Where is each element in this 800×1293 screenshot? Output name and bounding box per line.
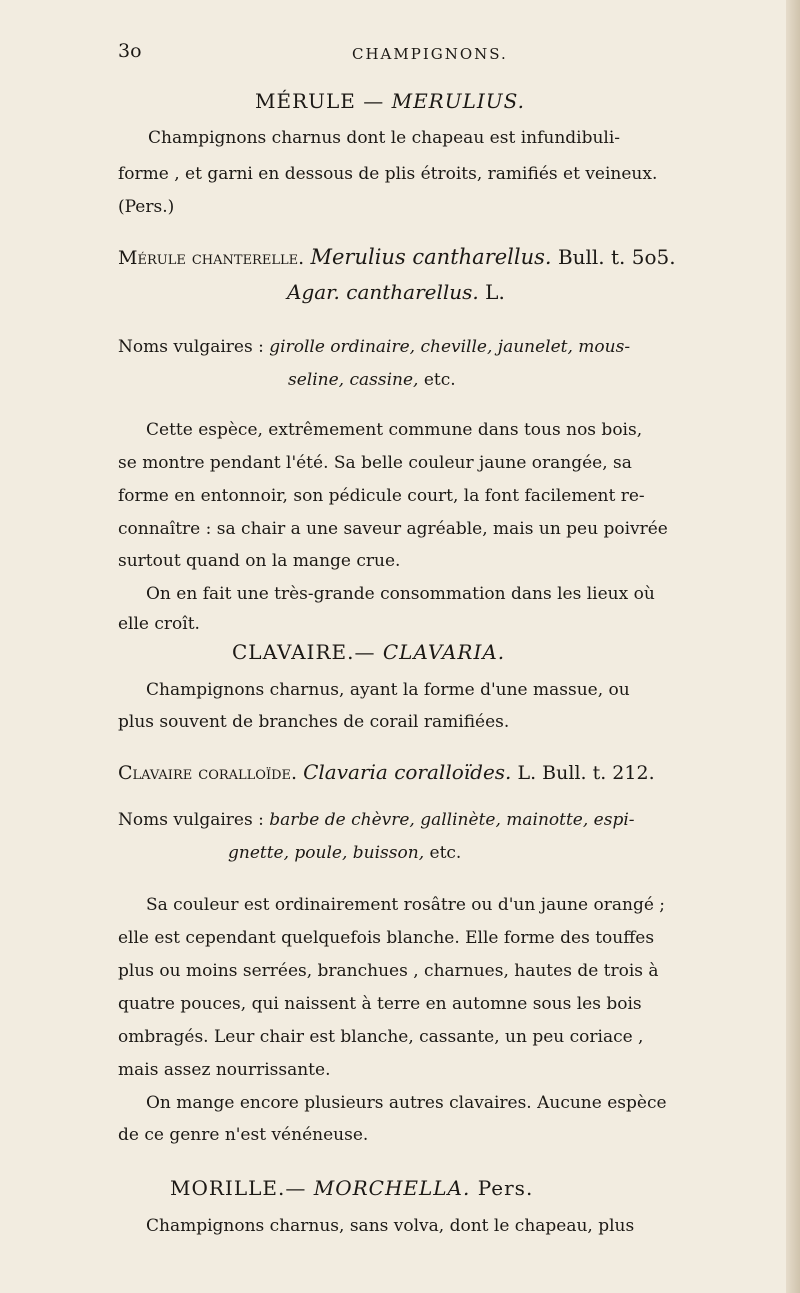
merule-body-line: On en fait une très-grande consommation dans les lieux où (146, 584, 655, 604)
clavaire-body-line: ombragés. Leur chair est blanche, cassante, un peu coriace , (118, 1027, 644, 1047)
clavaire-body-line: de ce genre n'est vénéneuse. (118, 1125, 369, 1145)
merule-body-line: connaître : sa chair a une saveur agréable, mais un peu poivrée (118, 519, 668, 539)
merule-body-line: elle croît. (118, 614, 200, 634)
merule-desc-line: (Pers.) (118, 197, 175, 217)
clavaire-vulgar-line: gnette, poule, buisson, etc. (228, 843, 462, 863)
morille-heading: MORILLE.— MORCHELLA. Pers. (170, 1176, 534, 1200)
merule-vulgar-line: seline, cassine, etc. (288, 370, 456, 390)
merule-body-line: forme en entonnoir, son pédicule court, la font facilement re- (118, 486, 645, 506)
clavaire-desc-line: Champignons charnus, ayant la forme d'une massue, ou (146, 680, 630, 700)
page-number: 3o (118, 40, 142, 62)
merule-body-line: Cette espèce, extrêmement commune dans tous nos bois, (146, 420, 643, 440)
merule-body-line: se montre pendant l'été. Sa belle couleur jaune orangée, sa (118, 453, 632, 473)
clavaire-body-line: quatre pouces, qui naissent à terre en automne sous les bois (118, 994, 642, 1014)
clavaire-body-line: mais assez nourrissante. (118, 1060, 331, 1080)
merule-synonym-line: Agar. cantharellus. L. (287, 280, 505, 304)
morille-desc-line: Champignons charnus, sans volva, dont le chapeau, plus (146, 1216, 635, 1236)
merule-heading: MÉRULE — MERULIUS. (255, 89, 525, 113)
clavaire-body-line: elle est cependant quelquefois blanche. Elle forme des touffes (118, 928, 655, 948)
running-head: CHAMPIGNONS. (352, 45, 508, 63)
clavaire-vulgar-line: Noms vulgaires : barbe de chèvre, gallinète, mainotte, espi- (118, 810, 635, 830)
clavaire-body-line: plus ou moins serrées, branchues , charnues, hautes de trois à (118, 961, 659, 981)
clavaire-desc-line: plus souvent de branches de corail ramifiées. (118, 712, 510, 732)
merule-vulgar-line: Noms vulgaires : girolle ordinaire, cheville, jaunelet, mous- (118, 337, 631, 357)
merule-desc-line: Champignons charnus dont le chapeau est infundibuli- (148, 128, 621, 148)
merule-species-line: Mérule chanterelle. Merulius cantharellus. Bull. t. 5o5. (118, 245, 676, 269)
clavaire-body-line: On mange encore plusieurs autres clavaires. Aucune espèce (146, 1093, 667, 1113)
clavaire-heading: CLAVAIRE.— CLAVARIA. (232, 640, 506, 664)
merule-body-line: surtout quand on la mange crue. (118, 551, 401, 571)
clavaire-body-line: Sa couleur est ordinairement rosâtre ou d'un jaune orangé ; (146, 895, 666, 915)
page-edge (786, 0, 800, 1293)
merule-desc-line: forme , et garni en dessous de plis étroits, ramifiés et veineux. (118, 164, 658, 184)
clavaire-species-line: Clavaire coralloïde. Clavaria coralloïdes. L. Bull. t. 212. (118, 760, 655, 784)
